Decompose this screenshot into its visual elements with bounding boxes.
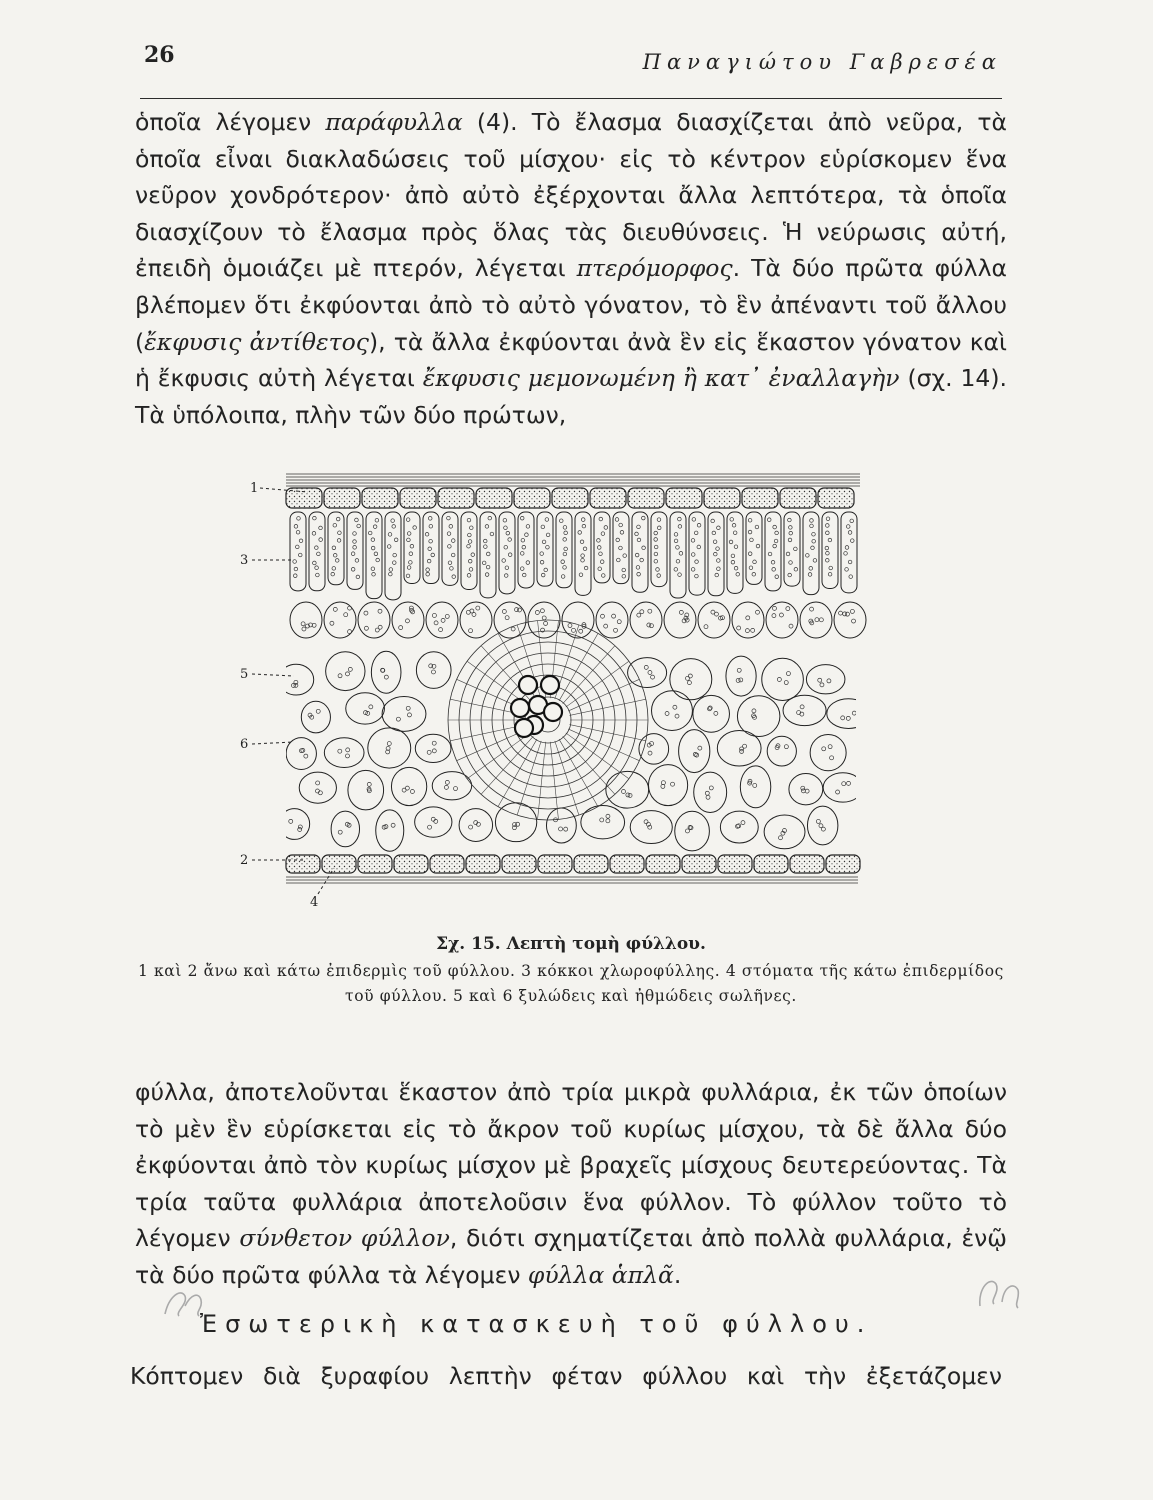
text-segment: (σχ. 14). Τὰ ὑπόλοιπα, πλὴν τῶν δύο πρώτων, — [135, 364, 1007, 429]
figure-label-2: 2 — [240, 853, 249, 868]
text-segment: . Τὰ δύο πρῶτα φύλλα βλέπομεν ὅτι ἐκφύονται ἀπὸ τὸ αὐτὸ γόνατον, τὸ ἓν ἀπέναντι τοῦ ἄλλου ( — [135, 254, 1007, 356]
spongy-mesophyll — [279, 602, 868, 851]
text-segment: ), τὰ ἄλλα ἐκφύονται ἀνὰ ἓν εἰς ἕκαστον γόνατον καὶ ἡ ἔκφυσις αὐτὴ λέγεται — [135, 327, 1007, 393]
term-memonomeni: ἔκφυσις μεμονωμένη ἢ κατ᾽ ἐναλλαγὴν — [422, 364, 900, 393]
text-segment: (4). Τὸ ἔλασμα διασχίζεται ἀπὸ νεῦρα, τὰ ὁποῖα εἶναι διακλαδώσεις τοῦ μίσχου· εἰς τὸ κέντρον εὑρίσκομεν ἕνα νεῦρον χονδρότερον· ἀπὸ αὐτὸ ἐξέρχονται ἄλλα λεπτότερα, τὰ ὁποῖα διασχίζουν τὸ ἔλασμα πρὸς ὅλας τὰς διευθύνσεις. Ἡ νεύρωσις αὐτή, ἐπειδὴ ὁμοιάζει μὲ πτερόν, λέγεται — [135, 108, 1007, 283]
figure-callouts — [252, 488, 334, 894]
paragraph-top — [135, 104, 1007, 433]
section-heading: Ἐσωτερικὴ κατασκευὴ τοῦ φύλλου. — [200, 1310, 873, 1338]
leaf-cross-section-illustration — [238, 470, 868, 910]
lower-epidermis — [286, 855, 860, 883]
pencil-mark-left — [155, 1276, 215, 1324]
upper-epidermis — [286, 488, 854, 508]
paragraph-last-line: Κόπτομεν διὰ ξυραφίου λεπτὴν φέταν φύλλου καὶ τὴν ἐξετάζομεν — [130, 1362, 1002, 1390]
term-apla: φύλλα ἁπλᾶ — [527, 1260, 674, 1289]
text-segment: . — [673, 1260, 682, 1289]
pencil-mark-right — [968, 1266, 1028, 1318]
paragraph-bottom — [135, 1074, 1007, 1294]
term-parafylla: παράφυλλα — [325, 108, 463, 136]
text-segment: ὁποῖα λέγομεν — [135, 108, 326, 136]
leaf-cross-section-figure — [238, 470, 868, 910]
figure-caption — [135, 934, 1007, 1009]
page-number: 26 — [144, 42, 175, 68]
figure-label-1: 1 — [250, 481, 259, 496]
figure-label-5: 5 — [240, 667, 249, 682]
text-segment: , διότι σχηματίζεται ἀπὸ πολλὰ φυλλάρια, ἐνῷ τὰ δύο πρῶτα φύλλα τὰ λέγομεν — [135, 1224, 1007, 1289]
term-pteromorfos: πτερόμορφος — [576, 254, 733, 283]
vascular-bundle — [448, 620, 648, 820]
term-antithetos: ἔκφυσις ἀντίθετος — [144, 327, 369, 356]
term-syntheton: σύνθετον φύλλον — [239, 1224, 450, 1253]
text-segment: φύλλα, ἀποτελοῦνται ἕκαστον ἀπὸ τρία μικρὰ φυλλάρια, ἐκ τῶν ὁποίων τὸ μὲν ἓν εὑρίσκεται εἰς τὸ ἄκρον τοῦ κυρίως μίσχου, τὰ δὲ ἄλλα δύο ἐκφύονται ἀπὸ τὸν κυρίως μίσχον μὲ βραχεῖς μίσχους δευτερεύοντας. Τὰ τρία ταῦτα φυλλάρια ἀποτελοῦσιν ἕνα φύλλον. Τὸ φύλλον τοῦτο τὸ λέγομεν — [135, 1078, 1007, 1253]
figure-label-3: 3 — [240, 553, 249, 568]
page-header — [140, 38, 1002, 99]
cuticle-hatching — [286, 474, 860, 486]
palisade-layer — [290, 512, 857, 600]
figure-label-6: 6 — [240, 737, 249, 752]
figure-label-4: 4 — [310, 895, 319, 910]
running-head: Παναγιώτου Γαβρεσέα — [642, 50, 1002, 74]
caption-text: 1 καὶ 2 ἄνω καὶ κάτω ἐπιδερμὶς τοῦ φύλλου. 3 κόκκοι χλωροφύλλης. 4 στόματα τῆς κάτω ἐπιδερμίδος τοῦ φύλλου. 5 καὶ 6 ξυλώδεις καὶ ἠθμώδεις σωλῆνες. — [138, 962, 1004, 1005]
caption-title: Σχ. 15. Λεπτὴ τομὴ φύλλου. — [436, 934, 706, 954]
